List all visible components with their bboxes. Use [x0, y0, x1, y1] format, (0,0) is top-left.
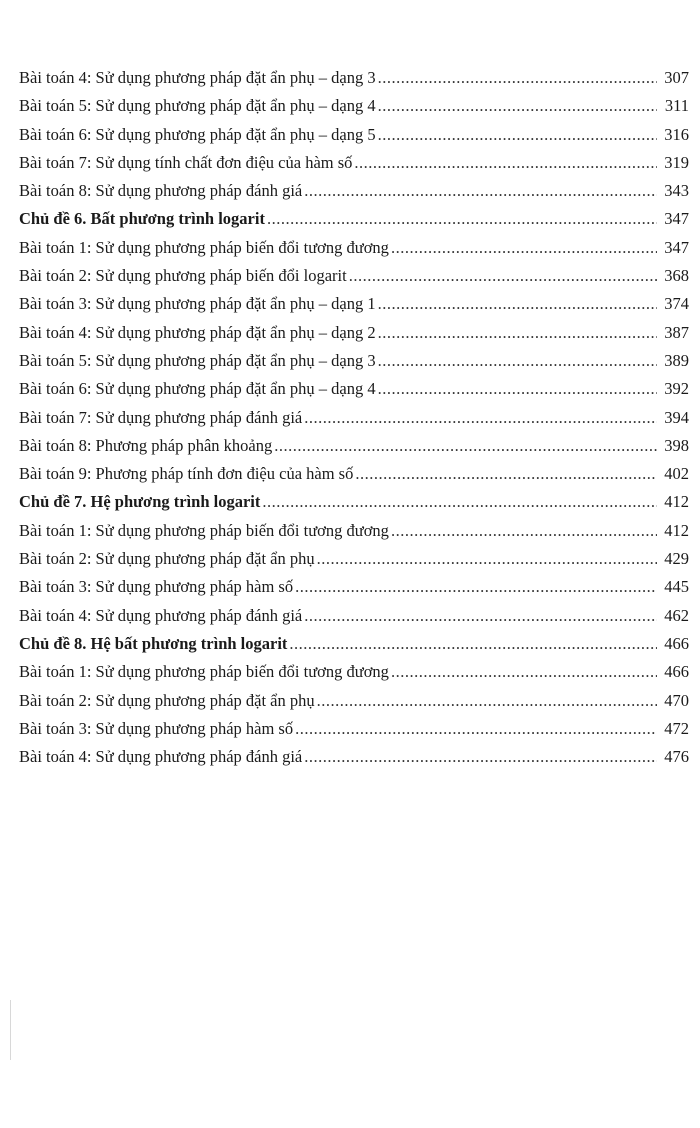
toc-page-number: 319	[664, 152, 689, 172]
toc-item-title: Bài toán 3: Sử dụng phương pháp hàm số	[19, 577, 294, 597]
toc-page-number: 472	[664, 718, 689, 738]
toc-leader-dots	[267, 205, 657, 233]
toc-chapter-row	[19, 630, 689, 658]
toc-leader-dots	[317, 687, 657, 715]
toc-item-row	[19, 92, 689, 120]
toc-leader-dots	[378, 319, 657, 347]
toc-item-row	[19, 347, 689, 375]
toc-item-title: Bài toán 5: Sử dụng phương pháp đặt ẩn phụ – dạng 4	[19, 96, 376, 116]
toc-item-row	[19, 177, 689, 205]
toc-item-title: Bài toán 5: Sử dụng phương pháp đặt ẩn phụ – dạng 3	[19, 350, 376, 370]
toc-leader-dots	[304, 743, 657, 771]
toc-item-title: Bài toán 3: Sử dụng phương pháp hàm số	[19, 718, 294, 738]
toc-item-row	[19, 687, 689, 715]
toc-page-number: 466	[664, 662, 689, 682]
toc-item-row	[19, 602, 689, 630]
toc-chapter-row	[19, 205, 689, 233]
toc-leader-dots	[304, 177, 657, 205]
toc-item-title: Bài toán 7: Sử dụng phương pháp đánh giá	[19, 407, 303, 427]
toc-item-row	[19, 658, 689, 686]
toc-leader-dots	[378, 290, 657, 318]
toc-page-number: 394	[664, 407, 689, 427]
toc-page-number: 412	[664, 492, 689, 512]
toc-chapter-title: Chủ đề 8. Hệ bất phương trình logarit	[19, 633, 288, 653]
toc-leader-dots	[355, 460, 657, 488]
toc-item-title: Bài toán 1: Sử dụng phương pháp biến đổi tương đương	[19, 237, 389, 257]
toc-item-row	[19, 375, 689, 403]
toc-leader-dots	[274, 432, 657, 460]
toc-leader-dots	[391, 658, 657, 686]
toc-leader-dots	[349, 262, 657, 290]
toc-page-number: 476	[664, 747, 689, 767]
toc-item-title: Bài toán 4: Sử dụng phương pháp đặt ẩn phụ – dạng 3	[19, 68, 376, 87]
toc-leader-dots	[391, 234, 657, 262]
toc-item-title: Bài toán 2: Sử dụng phương pháp biến đổi logarit	[19, 266, 347, 286]
toc-item-row	[19, 432, 689, 460]
toc-chapter-title: Chủ đề 6. Bất phương trình logarit	[19, 209, 265, 229]
toc-page-number: 398	[664, 435, 689, 455]
toc-item-row	[19, 290, 689, 318]
toc-page-number: 316	[664, 124, 689, 144]
toc-item-row	[19, 64, 689, 92]
toc-item-row	[19, 517, 689, 545]
table-of-contents	[19, 64, 689, 771]
toc-chapter-row	[19, 488, 689, 516]
toc-leader-dots	[304, 602, 657, 630]
toc-item-row	[19, 262, 689, 290]
toc-page-number: 466	[664, 633, 689, 653]
toc-page-number: 470	[664, 690, 689, 710]
toc-item-title: Bài toán 1: Sử dụng phương pháp biến đổi tương đương	[19, 662, 389, 682]
toc-leader-dots	[289, 630, 657, 658]
toc-page-number: 343	[664, 181, 689, 201]
toc-page-number: 412	[664, 520, 689, 540]
toc-item-title: Bài toán 6: Sử dụng phương pháp đặt ẩn phụ – dạng 4	[19, 379, 376, 399]
toc-item-title: Bài toán 1: Sử dụng phương pháp biến đổi tương đương	[19, 520, 389, 540]
toc-item-title: Bài toán 3: Sử dụng phương pháp đặt ẩn phụ – dạng 1	[19, 294, 376, 314]
toc-page-number: 307	[664, 68, 689, 87]
toc-item-row	[19, 149, 689, 177]
toc-leader-dots	[378, 375, 657, 403]
toc-item-row	[19, 573, 689, 601]
toc-page-number: 387	[664, 322, 689, 342]
toc-chapter-title: Chủ đề 7. Hệ phương trình logarit	[19, 492, 261, 512]
toc-item-title: Bài toán 2: Sử dụng phương pháp đặt ẩn phụ	[19, 690, 315, 710]
toc-page-number: 462	[664, 605, 689, 625]
toc-item-title: Bài toán 6: Sử dụng phương pháp đặt ẩn phụ – dạng 5	[19, 124, 376, 144]
toc-leader-dots	[295, 573, 657, 601]
toc-page-number: 389	[664, 350, 689, 370]
toc-item-row	[19, 743, 689, 771]
toc-leader-dots	[391, 517, 657, 545]
toc-page-number: 347	[664, 237, 689, 257]
scan-artifact-line	[10, 1000, 11, 1060]
toc-leader-dots	[317, 545, 657, 573]
toc-item-row	[19, 404, 689, 432]
toc-page-number: 392	[664, 379, 689, 399]
toc-leader-dots	[378, 64, 657, 92]
toc-item-title: Bài toán 4: Sử dụng phương pháp đánh giá	[19, 747, 303, 767]
toc-leader-dots	[378, 92, 657, 120]
toc-leader-dots	[304, 404, 657, 432]
toc-leader-dots	[378, 121, 657, 149]
toc-page-number: 429	[664, 549, 689, 569]
toc-leader-dots	[295, 715, 657, 743]
toc-leader-dots	[262, 488, 657, 516]
toc-item-row	[19, 545, 689, 573]
toc-item-title: Bài toán 9: Phương pháp tính đơn điệu của hàm số	[19, 464, 354, 484]
toc-item-title: Bài toán 7: Sử dụng tính chất đơn điệu của hàm số	[19, 152, 353, 172]
toc-page-number: 402	[664, 464, 689, 484]
toc-item-title: Bài toán 4: Sử dụng phương pháp đặt ẩn phụ – dạng 2	[19, 322, 376, 342]
toc-page-number: 347	[664, 209, 689, 229]
toc-item-title: Bài toán 4: Sử dụng phương pháp đánh giá	[19, 605, 303, 625]
toc-page-number: 374	[664, 294, 689, 314]
toc-item-row	[19, 234, 689, 262]
toc-item-row	[19, 319, 689, 347]
toc-leader-dots	[354, 149, 657, 177]
toc-item-title: Bài toán 8: Phương pháp phân khoảng	[19, 435, 273, 455]
toc-page-number: 311	[664, 96, 689, 116]
toc-item-title: Bài toán 2: Sử dụng phương pháp đặt ẩn phụ	[19, 549, 315, 569]
toc-leader-dots	[378, 347, 657, 375]
toc-item-title: Bài toán 8: Sử dụng phương pháp đánh giá	[19, 181, 303, 201]
toc-page-number: 368	[664, 266, 689, 286]
toc-page-number: 445	[664, 577, 689, 597]
toc-item-row	[19, 460, 689, 488]
toc-item-row	[19, 715, 689, 743]
toc-item-row	[19, 121, 689, 149]
